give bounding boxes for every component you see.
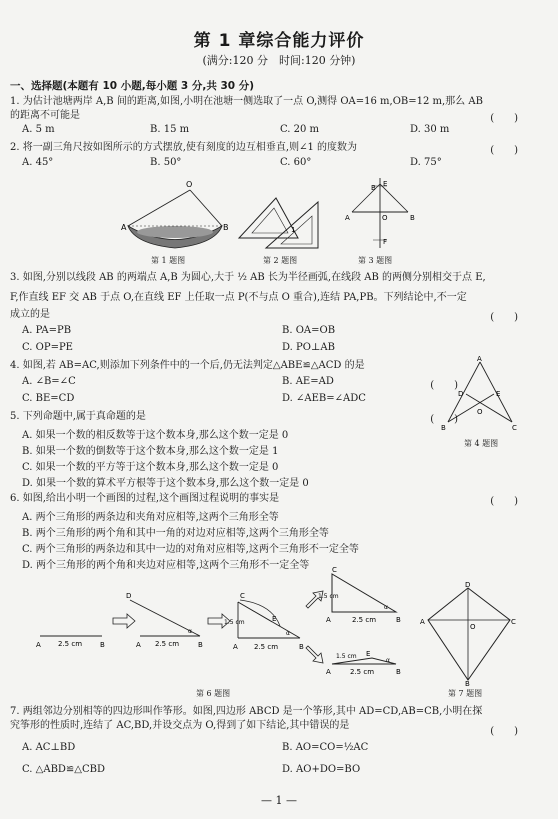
q1-option-b[interactable]: B. 15 m — [150, 124, 190, 135]
fig1-label-o: O — [186, 180, 193, 189]
fig6-r1-alpha: α — [384, 604, 388, 611]
fig6-r2-b: B — [396, 668, 401, 676]
fig3-label-a: A — [345, 214, 350, 222]
fig6-r1-len25: 2.5 cm — [352, 616, 377, 624]
fig6-s1-len: 2.5 cm — [58, 640, 83, 648]
fig6-caption: 第 6 题图 — [196, 689, 231, 698]
q6-option-d[interactable]: D. 两个三角形的两个角和夹边对应相等,这两个三角形不一定全等 — [22, 560, 310, 571]
q5-answer-paren[interactable]: ( ) — [430, 414, 458, 425]
fig6-s3-b: B — [299, 643, 304, 651]
fig1-label-a: A — [121, 223, 127, 232]
q4-answer-paren[interactable]: ( ) — [430, 380, 458, 391]
page-title: 第 1 章综合能力评价 — [193, 31, 365, 51]
figure-2-set-squares — [236, 188, 326, 252]
q7-option-b[interactable]: B. AO=CO=½AC — [282, 742, 369, 753]
fig3-label-e: E — [383, 180, 388, 188]
fig4-caption: 第 4 题图 — [464, 439, 499, 448]
fig6-s2-alpha: α — [188, 628, 192, 635]
fig1-caption: 第 1 题图 — [151, 256, 186, 265]
fig6-s3-c: C — [240, 592, 245, 600]
q1-option-d[interactable]: D. 30 m — [410, 124, 450, 135]
fig6-r1-a: A — [326, 616, 331, 624]
section-heading: 一、选择题(本题有 10 小题,每小题 3 分,共 30 分) — [10, 80, 255, 92]
fig7-caption: 第 7 题图 — [448, 689, 483, 698]
fig6-r2-len25: 2.5 cm — [350, 668, 375, 676]
q5-option-b[interactable]: B. 如果一个数的倒数等于这个数本身,那么这个数一定是 1 — [22, 446, 279, 457]
q3-option-a[interactable]: A. PA=PB — [22, 325, 72, 336]
figure-6-drawing-process — [10, 566, 430, 684]
q1-answer-paren[interactable]: ( ) — [490, 113, 518, 124]
q7-text-line1: 7. 两组邻边分别相等的四边形叫作筝形。如图,四边形 ABCD 是一个筝形,其中 AD=CD,AB=CB,小明在探 — [10, 706, 483, 717]
q1-option-c[interactable]: C. 20 m — [280, 124, 320, 135]
fig4-label-b: B — [441, 424, 446, 432]
figure-1-pond — [120, 178, 230, 258]
q2-option-a[interactable]: A. 45° — [22, 157, 54, 168]
fig3-label-f: F — [383, 238, 388, 246]
q2-text-line1: 2. 将一副三角尺按如图所示的方式摆放,使有刻度的边互相垂直,则∠1 的度数为 — [10, 142, 357, 153]
q7-option-c[interactable]: C. △ABD≌△CBD — [22, 764, 106, 775]
fig6-s2-a: A — [136, 641, 141, 649]
fig6-r1-c: C — [332, 566, 337, 574]
q4-option-a[interactable]: A. ∠B=∠C — [22, 376, 76, 387]
q2-answer-paren[interactable]: ( ) — [490, 145, 518, 156]
fig6-r1-b: B — [396, 616, 401, 624]
fig6-r2-alpha: α — [386, 657, 390, 664]
q2-option-b[interactable]: B. 50° — [150, 157, 182, 168]
q5-option-c[interactable]: C. 如果一个数的平方等于这个数本身,那么这个数一定是 0 — [22, 462, 279, 473]
fig6-s3-len25: 2.5 cm — [254, 643, 279, 651]
figure-7-kite — [420, 582, 520, 686]
q1-text-line2: 的距离不可能是 — [10, 110, 80, 121]
fig6-r2-a: A — [326, 668, 331, 676]
page-number: — 1 — — [261, 794, 297, 807]
q7-answer-paren[interactable]: ( ) — [490, 726, 518, 737]
q6-option-c[interactable]: C. 两个三角形的两条边和其中一边的对角对应相等,这两个三角形不一定全等 — [22, 544, 359, 555]
fig6-s3-alpha: α — [286, 630, 290, 637]
fig6-s3-len15: 1.5 cm — [224, 619, 245, 626]
q4-text-line1: 4. 如图,若 AB=AC,则添加下列条件中的一个后,仍无法判定△ABE≌△ACD 的是 — [10, 360, 365, 371]
fig4-label-o: O — [477, 408, 483, 416]
fig4-label-e: E — [496, 390, 501, 398]
q3-option-b[interactable]: B. OA=OB — [282, 325, 336, 336]
fig6-r1-len15: 1.5 cm — [318, 593, 339, 600]
figure-3-bisector — [340, 176, 420, 254]
q5-text-line1: 5. 下列命题中,属于真命题的是 — [10, 411, 146, 422]
q6-text-line1: 6. 如图,给出小明一个画图的过程,这个画图过程说明的事实是 — [10, 493, 280, 504]
q2-option-d[interactable]: D. 75° — [410, 157, 442, 168]
fig7-label-o: O — [470, 623, 476, 631]
fig7-label-b: B — [465, 680, 470, 688]
q4-option-c[interactable]: C. BE=CD — [22, 393, 75, 404]
q3-answer-paren[interactable]: ( ) — [490, 312, 518, 323]
fig3-label-b: B — [410, 214, 415, 222]
q7-option-a[interactable]: A. AC⊥BD — [22, 742, 76, 753]
fig6-s2-b: B — [198, 641, 203, 649]
q1-text-line1: 1. 为估计池塘两岸 A,B 间的距离,如图,小明在池塘一侧选取了一点 O,测得 OA=16 m,OB=12 m,那么 AB — [10, 96, 483, 107]
fig7-label-a: A — [420, 618, 425, 626]
fig4-label-d: D — [458, 390, 464, 398]
fig7-label-d: D — [465, 581, 471, 589]
q3-option-c[interactable]: C. OP=PE — [22, 342, 73, 353]
q6-option-b[interactable]: B. 两个三角形的两个角和其中一角的对边对应相等,这两个三角形全等 — [22, 528, 329, 539]
q3-text-line2: F,作直线 EF 交 AB 于点 O,在直线 EF 上任取一点 P(不与点 O 重合),连结 PA,PB。下列结论中,不一定 — [10, 292, 467, 303]
q6-answer-paren[interactable]: ( ) — [490, 496, 518, 507]
page-subtitle: (满分:120 分 时间:120 分钟) — [202, 54, 356, 67]
fig6-s2-d: D — [126, 592, 132, 600]
fig4-label-a: A — [477, 355, 482, 363]
fig6-r2-e: E — [366, 650, 371, 658]
fig7-label-c: C — [511, 618, 516, 626]
fig6-s3-a: A — [233, 643, 238, 651]
q6-option-a[interactable]: A. 两个三角形的两条边和夹角对应相等,这两个三角形全等 — [22, 512, 279, 523]
fig3-caption: 第 3 题图 — [358, 256, 393, 265]
fig1-label-b: B — [223, 223, 229, 232]
q7-text-line2: 究筝形的性质时,连结了 AC,BD,并设交点为 O,得到了如下结论,其中错误的是 — [10, 720, 350, 731]
fig4-label-c: C — [512, 424, 517, 432]
q4-option-b[interactable]: B. AE=AD — [282, 376, 334, 387]
q5-option-a[interactable]: A. 如果一个数的相反数等于这个数本身,那么这个数一定是 0 — [22, 430, 289, 441]
fig2-angle-1: 1 — [291, 226, 296, 234]
fig6-r2-len15: 1.5 cm — [336, 653, 357, 660]
q1-option-a[interactable]: A. 5 m — [22, 124, 55, 135]
q3-text-line3: 成立的是 — [10, 309, 50, 320]
fig6-s3-e: E — [272, 615, 277, 623]
fig6-s1-b: B — [100, 641, 105, 649]
q4-option-d[interactable]: D. ∠AEB=∠ADC — [282, 393, 366, 404]
q3-option-d[interactable]: D. PO⊥AB — [282, 342, 335, 353]
fig6-s1-a: A — [36, 641, 41, 649]
fig3-label-o: O — [382, 214, 388, 222]
q2-option-c[interactable]: C. 60° — [280, 157, 312, 168]
fig6-s2-len: 2.5 cm — [155, 640, 180, 648]
fig3-label-p: B — [371, 184, 376, 192]
q3-text-line1: 3. 如图,分别以线段 AB 的两端点 A,B 为圆心,大于 ½ AB 长为半径画弧,在线段 AB 的两侧分别相交于点 E, — [10, 272, 486, 283]
q7-option-d[interactable]: D. AO+DO=BO — [282, 764, 361, 775]
q5-option-d[interactable]: D. 如果一个数的算术平方根等于这个数本身,那么这个数一定是 0 — [22, 478, 309, 489]
fig2-caption: 第 2 题图 — [263, 256, 298, 265]
